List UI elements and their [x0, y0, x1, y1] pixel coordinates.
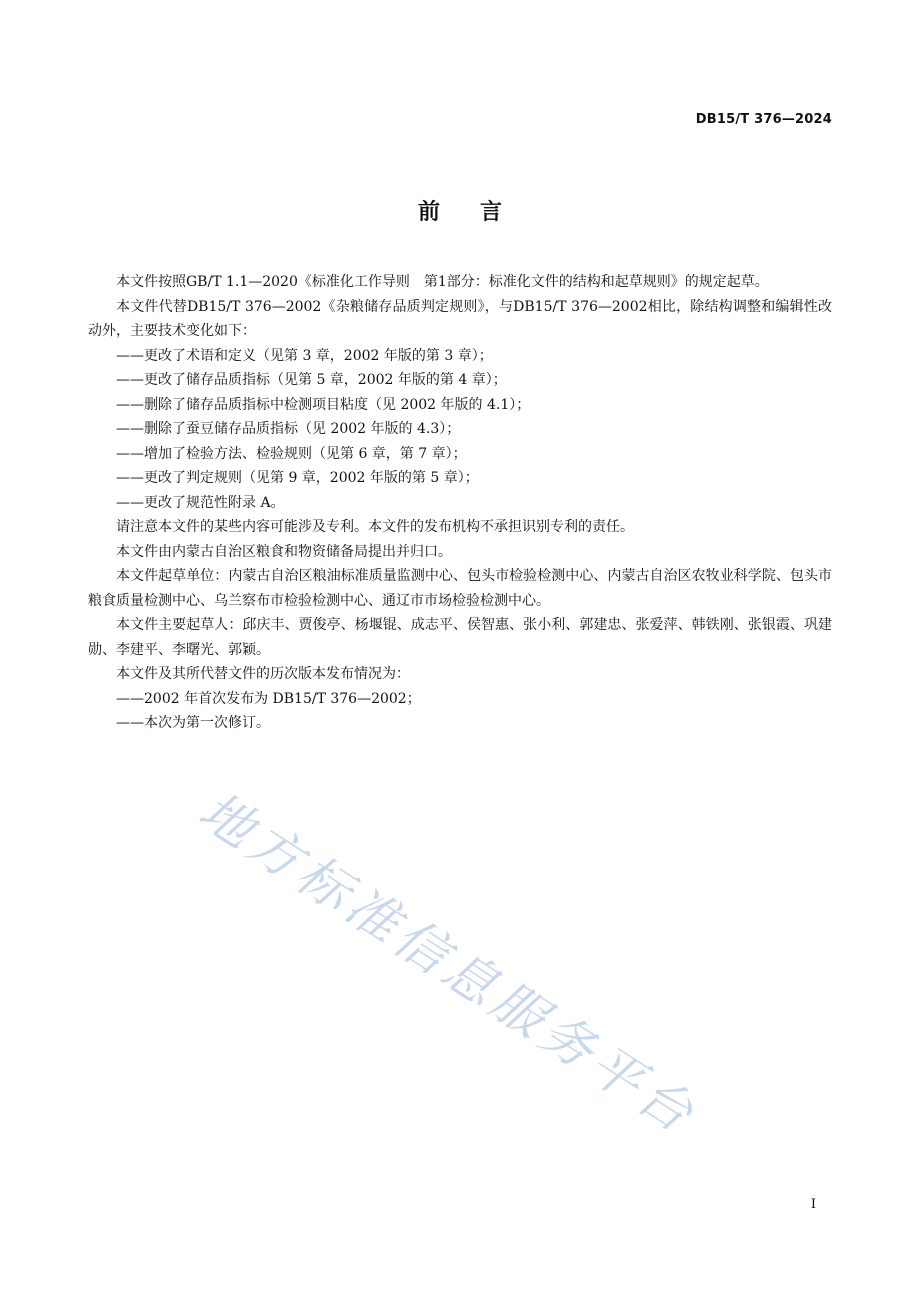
page-number: I — [810, 1197, 816, 1212]
history-item: ——2002 年首次发布为 DB15/T 376—2002； — [116, 690, 421, 707]
change-item: ——更改了规范性附录 A。 — [116, 494, 285, 511]
foreword-body — [88, 270, 832, 736]
history-intro: 本文件及其所代替文件的历次版本发布情况为： — [116, 666, 410, 682]
drafters: 本文件主要起草人：邱庆丰、贾俊亭、杨堰锟、成志平、侯智惠、张小利、郭建忠、张爱萍、韩铁刚、张银霞、巩建勋、李建平、李曙光、郭颖。 — [88, 617, 832, 658]
patent-notice: 请注意本文件的某些内容可能涉及专利。本文件的发布机构不承担识别专利的责任。 — [116, 519, 634, 535]
change-item: ——删除了蚕豆储存品质指标（见 2002 年版的 4.3）； — [116, 421, 461, 437]
history-item: ——本次为第一次修订。 — [116, 715, 270, 731]
change-item: ——更改了判定规则（见第 9 章，2002 年版的第 5 章）； — [116, 470, 479, 486]
document-code: DB15/T 376—2024 — [695, 112, 832, 127]
drafting-units: 本文件起草单位：内蒙古自治区粮油标准质量监测中心、包头市检验检测中心、内蒙古自治区农牧业科学院、包头市粮食质量检测中心、乌兰察布市检验检测中心、通辽市市场检验检测中心。 — [88, 568, 832, 609]
change-item: ——删除了储存品质指标中检测项目粘度（见 2002 年版的 4.1）； — [116, 396, 531, 413]
paragraph-drafting-basis: 本文件按照GB/T 1.1—2020《标准化工作导则 第1部分：标准化文件的结构和起草规则》的规定起草。 — [116, 274, 769, 290]
paragraph-replacement: 本文件代替DB15/T 376—2002《杂粮储存品质判定规则》，与DB15/T 376—2002相比，除结构调整和编辑性改动外，主要技术变化如下： — [88, 298, 832, 339]
watermark: 地方标准信息服务平台 — [188, 780, 708, 1148]
proposer-statement: 本文件由内蒙古自治区粮食和物资储备局提出并归口。 — [116, 543, 452, 560]
page-title: 前言 — [417, 200, 542, 225]
change-item: ——增加了检验方法、检验规则（见第 6 章，第 7 章）； — [116, 445, 467, 462]
change-item: ——更改了术语和定义（见第 3 章，2002 年版的第 3 章）； — [116, 347, 493, 364]
change-item: ——更改了储存品质指标（见第 5 章，2002 年版的第 4 章）； — [116, 372, 507, 388]
